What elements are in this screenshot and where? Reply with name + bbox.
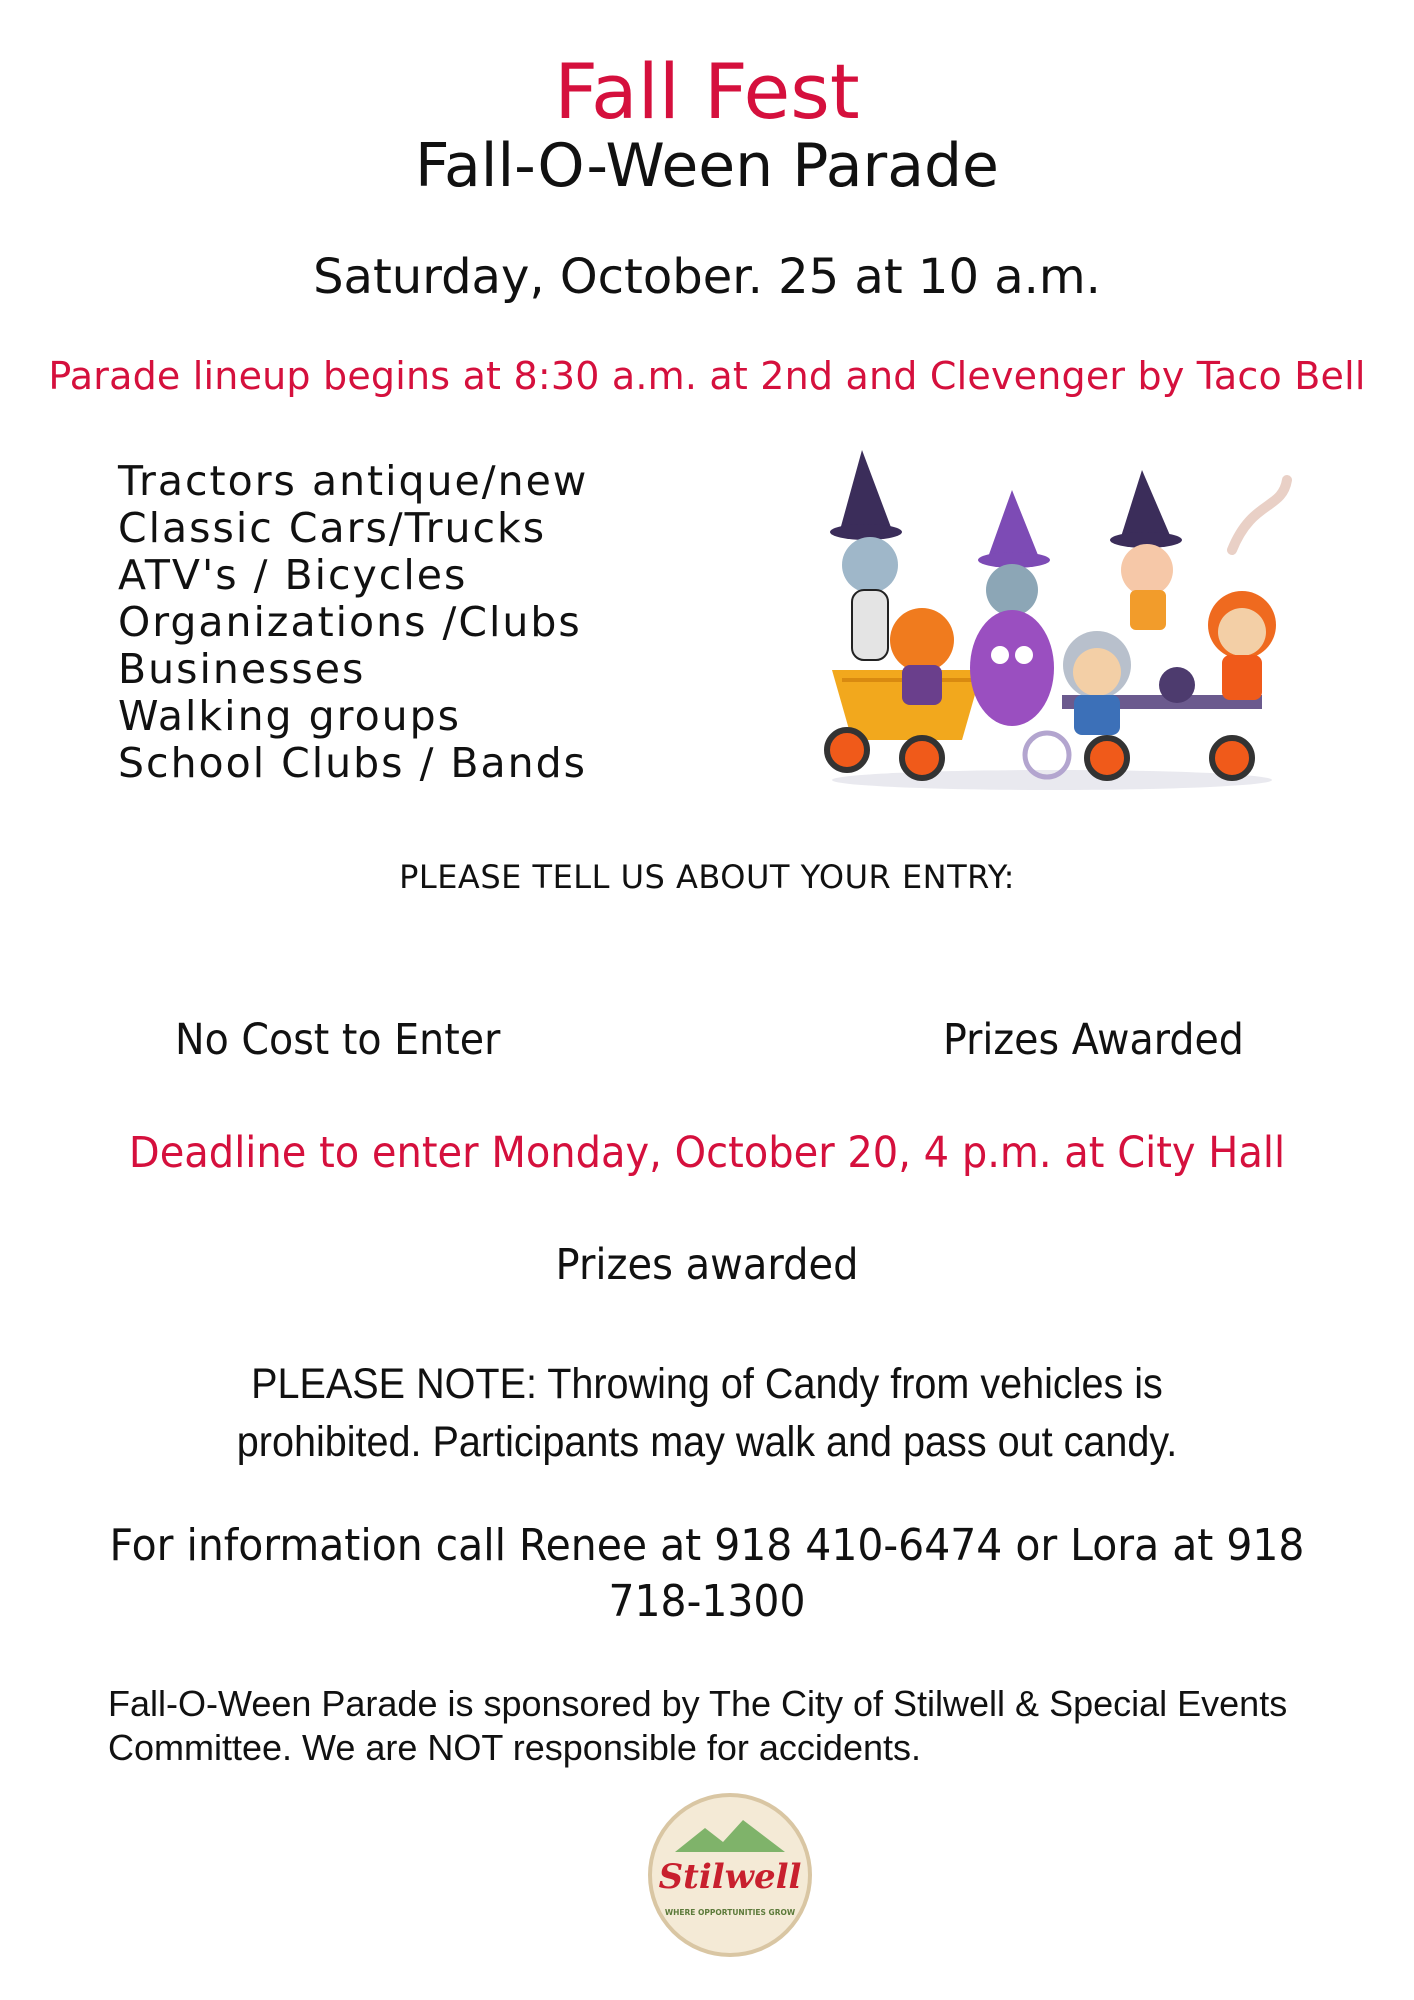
halloween-parade-illustration <box>812 440 1292 800</box>
event-subtitle: Fall-O-Ween Parade <box>415 131 999 201</box>
prizes-awarded-note: Prizes awarded <box>555 1240 859 1290</box>
candy-note <box>57 1355 1358 1471</box>
category-item: Businesses <box>118 645 366 693</box>
lineup-info: Parade lineup begins at 8:30 a.m. at 2nd and Clevenger by Taco Bell <box>48 354 1366 398</box>
deadline-text: Deadline to enter Monday, October 20, 4 p.m. at City Hall <box>128 1128 1286 1178</box>
category-item: School Clubs / Bands <box>118 739 588 787</box>
logo-tagline: WHERE OPPORTUNITIES GROW <box>664 1908 796 1917</box>
candy-note-line: prohibited. Participants may walk and pass out candy. <box>236 1418 1178 1466</box>
stilwell-logo <box>645 1790 815 1960</box>
category-item: Organizations /Clubs <box>118 598 582 646</box>
page-title: Fall Fest <box>554 47 860 136</box>
prizes-awarded-text: Prizes Awarded <box>943 1015 1244 1065</box>
contact-info-line: 718-1300 <box>608 1576 806 1627</box>
no-cost-text: No Cost to Enter <box>175 1015 501 1065</box>
entry-categories-list <box>118 458 588 787</box>
category-item: Classic Cars/Trucks <box>118 504 547 552</box>
entry-prompt: PLEASE TELL US ABOUT YOUR ENTRY: <box>399 858 1015 896</box>
category-item: Tractors antique/new <box>118 457 589 505</box>
sponsor-disclaimer: Fall-O-Ween Parade is sponsored by The City of Stilwell & Special Events Committee. We are NOT responsible for accidents. <box>108 1683 1288 1768</box>
category-item: ATV's / Bicycles <box>118 551 468 599</box>
candy-note-line: PLEASE NOTE: Throwing of Candy from vehicles is <box>251 1360 1163 1408</box>
category-item: Walking groups <box>118 692 462 740</box>
contact-info <box>49 1518 1364 1630</box>
event-date: Saturday, October. 25 at 10 a.m. <box>313 249 1101 305</box>
logo-wordmark: Stilwell <box>658 1857 802 1897</box>
contact-info-line: For information call Renee at 918 410-6474 or Lora at 918 <box>109 1520 1305 1571</box>
